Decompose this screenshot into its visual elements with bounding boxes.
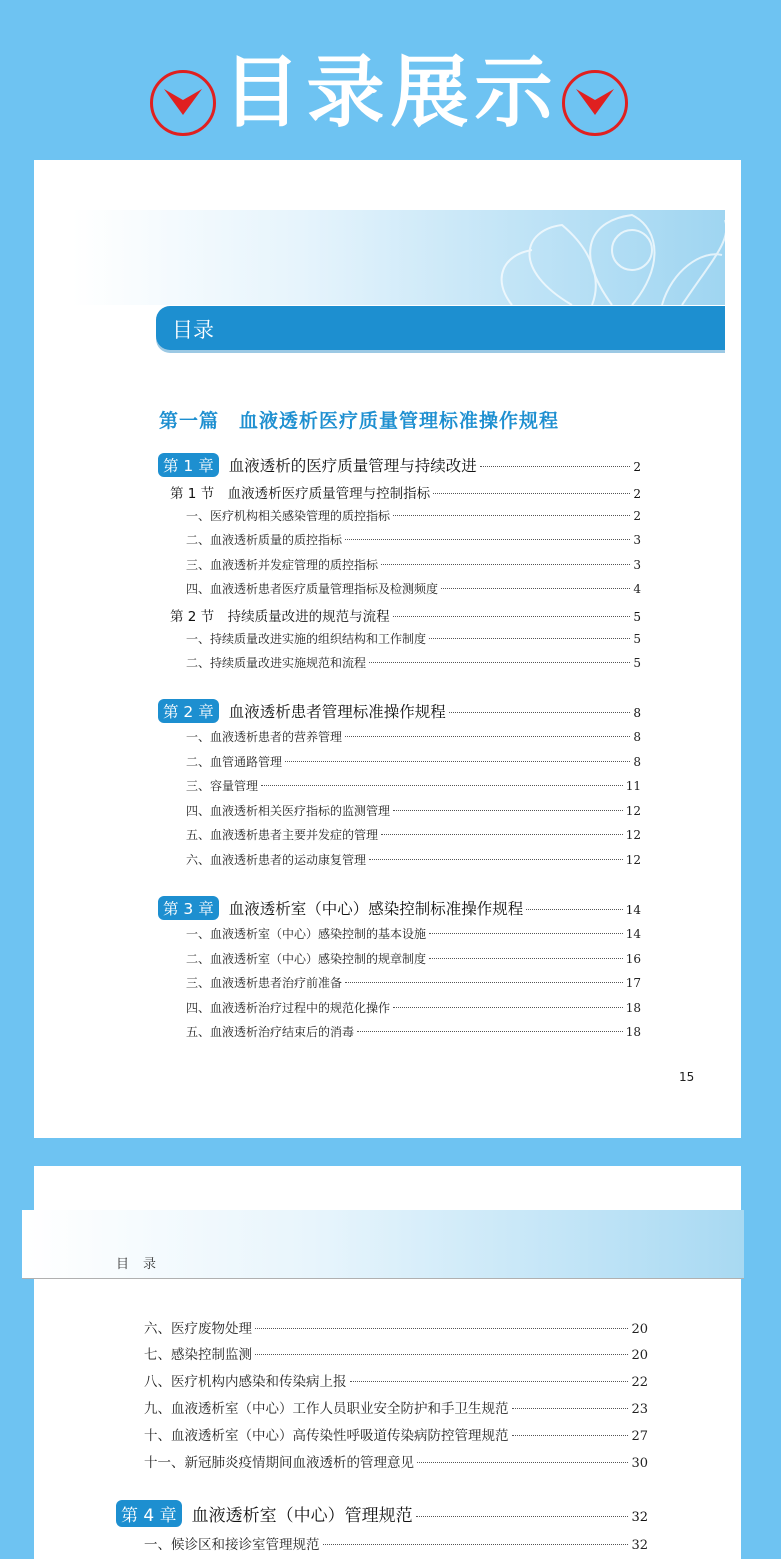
dot-leader — [345, 736, 630, 737]
dot-leader — [285, 761, 630, 762]
toc-item[interactable] — [186, 654, 641, 671]
dot-leader — [345, 982, 623, 983]
page-ref: 8 — [633, 730, 641, 744]
page-ref: 3 — [633, 558, 641, 572]
item-title: 五、血液透析患者主要并发症的管理 — [186, 828, 379, 842]
dot-leader — [369, 859, 623, 860]
chapter-badge: 第 1 章 — [158, 453, 219, 477]
dot-leader — [429, 958, 623, 959]
book-page-1 — [34, 160, 741, 1138]
toc-chapter-2[interactable] — [158, 699, 641, 723]
dot-leader — [449, 712, 631, 713]
page-ref: 12 — [625, 804, 641, 818]
item-title: 二、血液透析质量的质控指标 — [186, 533, 343, 547]
dot-leader — [255, 1354, 628, 1355]
page-ref: 12 — [625, 828, 641, 842]
dot-leader — [512, 1435, 629, 1436]
dot-leader — [381, 834, 623, 835]
dot-leader — [255, 1328, 628, 1329]
page-number: 15 — [679, 1070, 695, 1084]
chapter-badge: 第 4 章 — [116, 1500, 182, 1527]
toc-chapter-1[interactable] — [158, 453, 641, 477]
chapter-title: 血液透析室（中心）感染控制标准操作规程 — [228, 900, 524, 918]
toc-item[interactable] — [186, 999, 641, 1016]
running-header: 目录 — [116, 1257, 171, 1272]
item-title: 十、血液透析室（中心）高传染性呼吸道传染病防控管理规范 — [144, 1428, 509, 1444]
toc-item[interactable] — [186, 851, 641, 868]
item-title: 七、感染控制监测 — [144, 1347, 252, 1363]
dot-leader — [417, 1462, 628, 1463]
chapter-badge: 第 2 章 — [158, 699, 219, 723]
dot-leader — [433, 493, 630, 494]
item-title: 一、持续质量改进实施的组织结构和工作制度 — [186, 632, 427, 646]
toc-item[interactable] — [186, 531, 641, 548]
dot-leader — [416, 1516, 629, 1517]
page-ref: 22 — [631, 1375, 648, 1390]
toc-item[interactable] — [186, 728, 641, 745]
page-ref: 5 — [633, 610, 641, 624]
part-title: 第一篇 血液透析医疗质量管理标准操作规程 — [159, 410, 560, 432]
item-title: 五、血液透析治疗结束后的消毒 — [186, 1025, 355, 1039]
dot-leader — [393, 515, 630, 516]
item-title: 九、血液透析室（中心）工作人员职业安全防护和手卫生规范 — [144, 1401, 509, 1417]
toc-item[interactable] — [186, 507, 641, 524]
page-ref: 32 — [631, 1510, 648, 1525]
toc-item[interactable] — [144, 1424, 648, 1444]
toc-item[interactable] — [186, 753, 641, 770]
page-ref: 18 — [625, 1025, 641, 1039]
toc-header-tab — [156, 306, 725, 350]
section-title: 第 1 节 血液透析医疗质量管理与控制指标 — [170, 486, 431, 502]
toc-section[interactable] — [170, 482, 641, 502]
lotus-decoration — [72, 210, 725, 305]
page-ref: 27 — [631, 1429, 648, 1444]
dot-leader — [350, 1381, 629, 1382]
toc-item[interactable] — [186, 925, 641, 942]
down-arrow-icon — [150, 70, 216, 136]
toc-item[interactable] — [186, 950, 641, 967]
page-ref: 18 — [625, 1001, 641, 1015]
dot-leader — [393, 810, 623, 811]
page-ref: 12 — [625, 853, 641, 867]
item-title: 四、血液透析治疗过程中的规范化操作 — [186, 1001, 391, 1015]
item-title: 十一、新冠肺炎疫情期间血液透析的管理意见 — [144, 1455, 414, 1471]
item-title: 二、血液透析室（中心）感染控制的规章制度 — [186, 952, 427, 966]
page-ref: 4 — [633, 582, 641, 596]
toc-item[interactable] — [186, 802, 641, 819]
item-title: 六、医疗废物处理 — [144, 1321, 252, 1337]
page-ref: 17 — [625, 976, 641, 990]
dot-leader — [526, 909, 622, 910]
page-ref: 20 — [631, 1348, 648, 1363]
down-arrow-icon — [562, 70, 628, 136]
item-title: 六、血液透析患者的运动康复管理 — [186, 853, 367, 867]
item-title: 一、医疗机构相关感染管理的质控指标 — [186, 509, 391, 523]
dot-leader — [429, 638, 630, 639]
item-title: 一、血液透析患者的营养管理 — [186, 730, 343, 744]
page-ref: 14 — [625, 927, 641, 941]
toc-item[interactable] — [144, 1317, 648, 1337]
toc-section[interactable] — [170, 605, 641, 625]
section-title: 第 2 节 持续质量改进的规范与流程 — [170, 609, 390, 625]
dot-leader — [357, 1031, 623, 1032]
page-ref: 20 — [631, 1322, 648, 1337]
page-ref: 30 — [631, 1456, 648, 1471]
toc-chapter-4[interactable] — [116, 1500, 648, 1527]
item-title: 三、血液透析患者治疗前准备 — [186, 976, 343, 990]
item-title: 一、血液透析室（中心）感染控制的基本设施 — [186, 927, 427, 941]
chapter-badge: 第 3 章 — [158, 896, 219, 920]
item-title: 八、医疗机构内感染和传染病上报 — [144, 1374, 347, 1390]
dot-leader — [393, 616, 631, 617]
item-title: 三、容量管理 — [186, 779, 259, 793]
toc-title: 目录 — [172, 318, 214, 342]
page-ref: 5 — [633, 632, 641, 646]
book-page-2 — [34, 1166, 741, 1559]
dot-leader — [381, 564, 630, 565]
page-ref: 8 — [633, 755, 641, 769]
page-ref: 2 — [633, 460, 641, 474]
toc-item[interactable] — [186, 1023, 641, 1040]
dot-leader — [429, 933, 623, 934]
chapter-title: 血液透析室（中心）管理规范 — [191, 1506, 413, 1526]
dot-leader — [441, 588, 630, 589]
toc-item[interactable] — [144, 1370, 648, 1390]
item-title: 四、血液透析相关医疗指标的监测管理 — [186, 804, 391, 818]
page-ref: 8 — [633, 706, 641, 720]
toc-item[interactable] — [144, 1533, 648, 1553]
chapter-title: 血液透析的医疗质量管理与持续改进 — [228, 457, 477, 475]
dot-leader — [345, 539, 630, 540]
item-title: 二、持续质量改进实施规范和流程 — [186, 656, 367, 670]
dot-leader — [369, 662, 630, 663]
page-ref: 14 — [625, 903, 641, 917]
toc-item[interactable] — [186, 826, 641, 843]
page-ref: 32 — [631, 1538, 648, 1553]
toc-chapter-3[interactable] — [158, 896, 641, 920]
page-ref: 23 — [631, 1402, 648, 1417]
item-title: 三、血液透析并发症管理的质控指标 — [186, 558, 379, 572]
chapter-title: 血液透析患者管理标准操作规程 — [228, 703, 446, 721]
dot-leader — [393, 1007, 623, 1008]
lotus-icon — [72, 210, 725, 305]
page-ref: 2 — [633, 509, 641, 523]
toc-item[interactable] — [186, 556, 641, 573]
dot-leader — [261, 785, 623, 786]
toc-item[interactable] — [186, 777, 641, 794]
item-title: 四、血液透析患者医疗质量管理指标及检测频度 — [186, 582, 439, 596]
toc-item[interactable] — [186, 974, 641, 991]
page-ref: 3 — [633, 533, 641, 547]
toc-item[interactable] — [144, 1397, 648, 1417]
toc-item[interactable] — [186, 580, 641, 597]
dot-leader — [512, 1408, 629, 1409]
page-ref: 5 — [633, 656, 641, 670]
toc-item[interactable] — [144, 1343, 648, 1363]
toc-item[interactable] — [144, 1451, 648, 1471]
item-title: 一、候诊区和接诊室管理规范 — [144, 1537, 320, 1553]
toc-item[interactable] — [186, 630, 641, 647]
banner-title: 目录展示 — [222, 47, 559, 138]
page-ref: 11 — [625, 779, 641, 793]
page-ref: 16 — [625, 952, 641, 966]
item-title: 二、血管通路管理 — [186, 755, 283, 769]
dot-leader — [323, 1544, 629, 1545]
dot-leader — [480, 466, 631, 467]
page-ref: 2 — [633, 487, 641, 501]
